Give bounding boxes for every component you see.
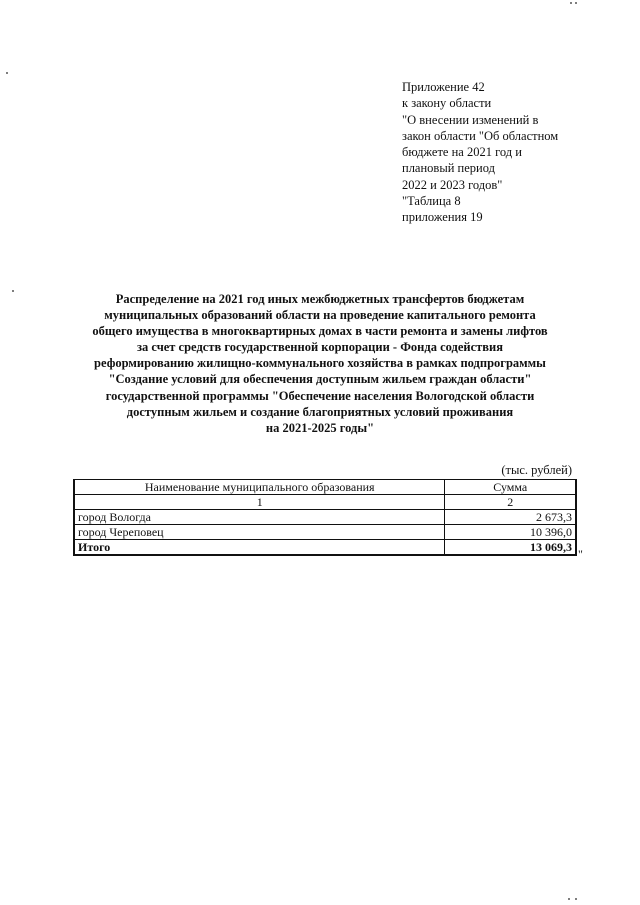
table-row <box>74 525 576 540</box>
title-line: реформированию жилищно-коммунального хозяйства в рамках подпрограммы <box>94 356 546 371</box>
total-label: Итого <box>74 540 445 556</box>
title-line: общего имущества в многоквартирных домах в части ремонта и замены лифтов <box>92 324 548 339</box>
appendix-line: приложения 19 <box>402 210 483 225</box>
sum-value: 2 673,3 <box>445 510 576 525</box>
appendix-line: плановый период <box>402 161 495 176</box>
municipality-name: город Череповец <box>74 525 445 540</box>
municipality-name: город Вологда <box>74 510 445 525</box>
title-line: доступным жильем и создание благоприятных условий проживания <box>126 404 514 419</box>
appendix-line: "Таблица 8 <box>402 194 461 209</box>
table-row <box>74 510 576 525</box>
closing-quote: " <box>578 547 583 561</box>
header-municipality: Наименование муниципального образования <box>74 480 445 495</box>
scan-speck <box>575 2 577 4</box>
title-line: государственной программы "Обеспечение населения Вологодской области <box>105 388 535 403</box>
title-line: "Создание условий для обеспечения доступным жильем граждан области" <box>108 372 532 387</box>
title-line: муниципальных образований области на проведение капитального ремонта <box>104 308 536 323</box>
appendix-line: закон области "Об областном <box>402 128 559 143</box>
appendix-line: "О внесении изменений в <box>402 112 539 127</box>
scan-speck <box>568 898 570 900</box>
scan-speck <box>575 898 577 900</box>
scan-speck <box>6 72 8 74</box>
units-label: (тыс. рублей) <box>501 463 572 477</box>
distribution-table <box>73 479 577 556</box>
header-sum: Сумма <box>445 480 576 495</box>
column-number-2: 2 <box>445 495 576 510</box>
total-row <box>74 540 576 556</box>
appendix-block <box>402 79 632 226</box>
title-line: на 2021-2025 годы" <box>265 420 375 435</box>
document-title <box>70 291 570 436</box>
scan-speck <box>570 2 572 4</box>
appendix-line: бюджете на 2021 год и <box>402 145 522 160</box>
sum-value: 10 396,0 <box>445 525 576 540</box>
table-header-row <box>74 480 576 495</box>
appendix-line: 2022 и 2023 годов" <box>402 177 503 192</box>
appendix-line: Приложение 42 <box>402 80 485 94</box>
title-line: Распределение на 2021 год иных межбюджетных трансфертов бюджетам <box>115 292 525 306</box>
appendix-line: к закону области <box>402 96 492 111</box>
scan-speck <box>12 290 14 292</box>
title-line: за счет средств государственной корпорации - Фонда содействия <box>137 340 503 355</box>
column-number-row <box>74 495 576 510</box>
column-number-1: 1 <box>74 495 445 510</box>
total-value: 13 069,3 <box>445 540 576 556</box>
